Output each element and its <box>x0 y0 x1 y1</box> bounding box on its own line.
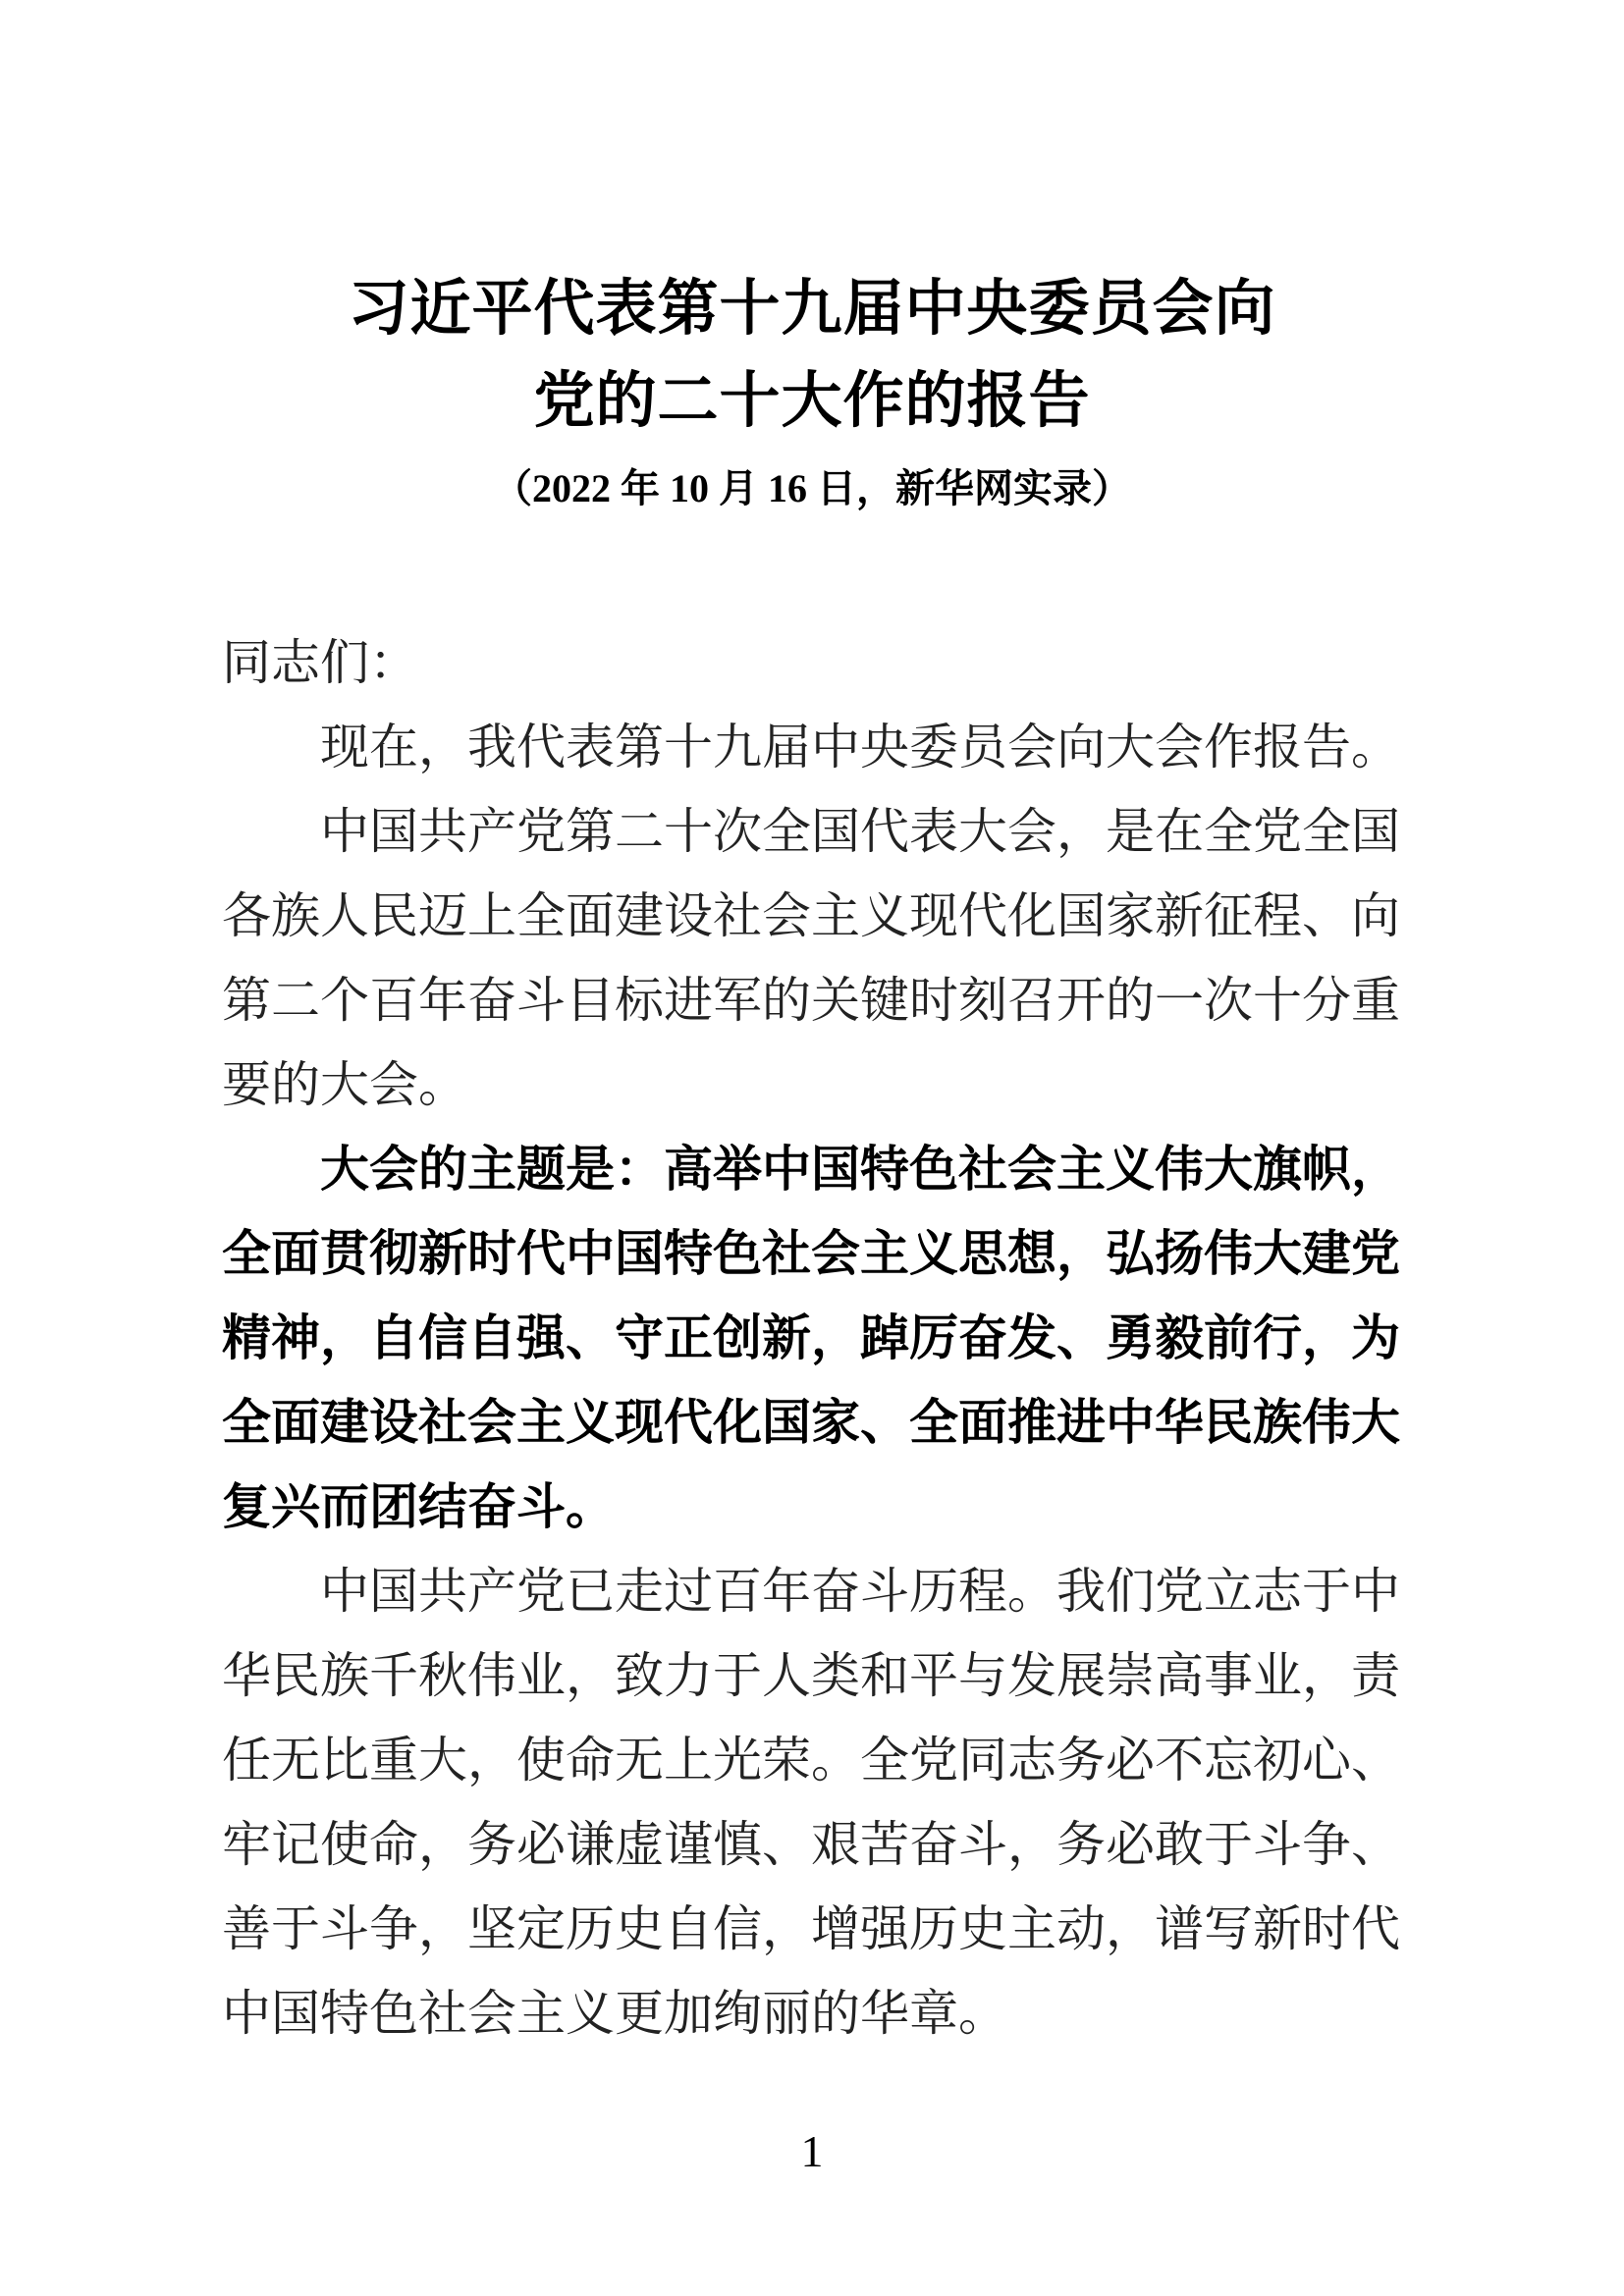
document-subtitle: （2022 年 10 月 16 日，新华网实录） <box>493 466 1131 510</box>
document-title-line2: 党的二十大作的报告 <box>533 368 1091 435</box>
document-title <box>0 263 1624 448</box>
paragraph: 同志们： <box>222 635 418 690</box>
body-text <box>222 620 1400 2056</box>
page-number: 1 <box>800 2126 824 2176</box>
paragraph: 中国共产党已走过百年奋斗历程。我们党立志于中华民族千秋伟业，致力于人类和平与发展崇高事业，责任无比重大，使命无上光荣。全党同志务必不忘初心、牢记使命，务必谦虚谨慎、艰苦奋斗，务必敢于斗争、善于斗争，坚定历史自信，增强历史主动，谱写新时代中国特色社会主义更加绚丽的华章。 <box>222 1564 1400 2041</box>
paragraph: 现在，我代表第十九届中央委员会向大会作报告。 <box>320 720 1400 774</box>
paragraph: 大会的主题是：高举中国特色社会主义伟大旗帜，全面贯彻新时代中国特色社会主义思想，弘扬伟大建党精神，自信自强、守正创新，踔厉奋发、勇毅前行，为全面建设社会主义现代化国家、全面推进中华民族伟大复兴而团结奋斗。 <box>222 1142 1400 1534</box>
paragraph: 中国共产党第二十次全国代表大会，是在全党全国各族人民迈上全面建设社会主义现代化国家新征程、向第二个百年奋斗目标进军的关键时刻召开的一次十分重要的大会。 <box>222 804 1400 1112</box>
document-title-line1: 习近平代表第十九届中央委员会向 <box>348 276 1276 343</box>
